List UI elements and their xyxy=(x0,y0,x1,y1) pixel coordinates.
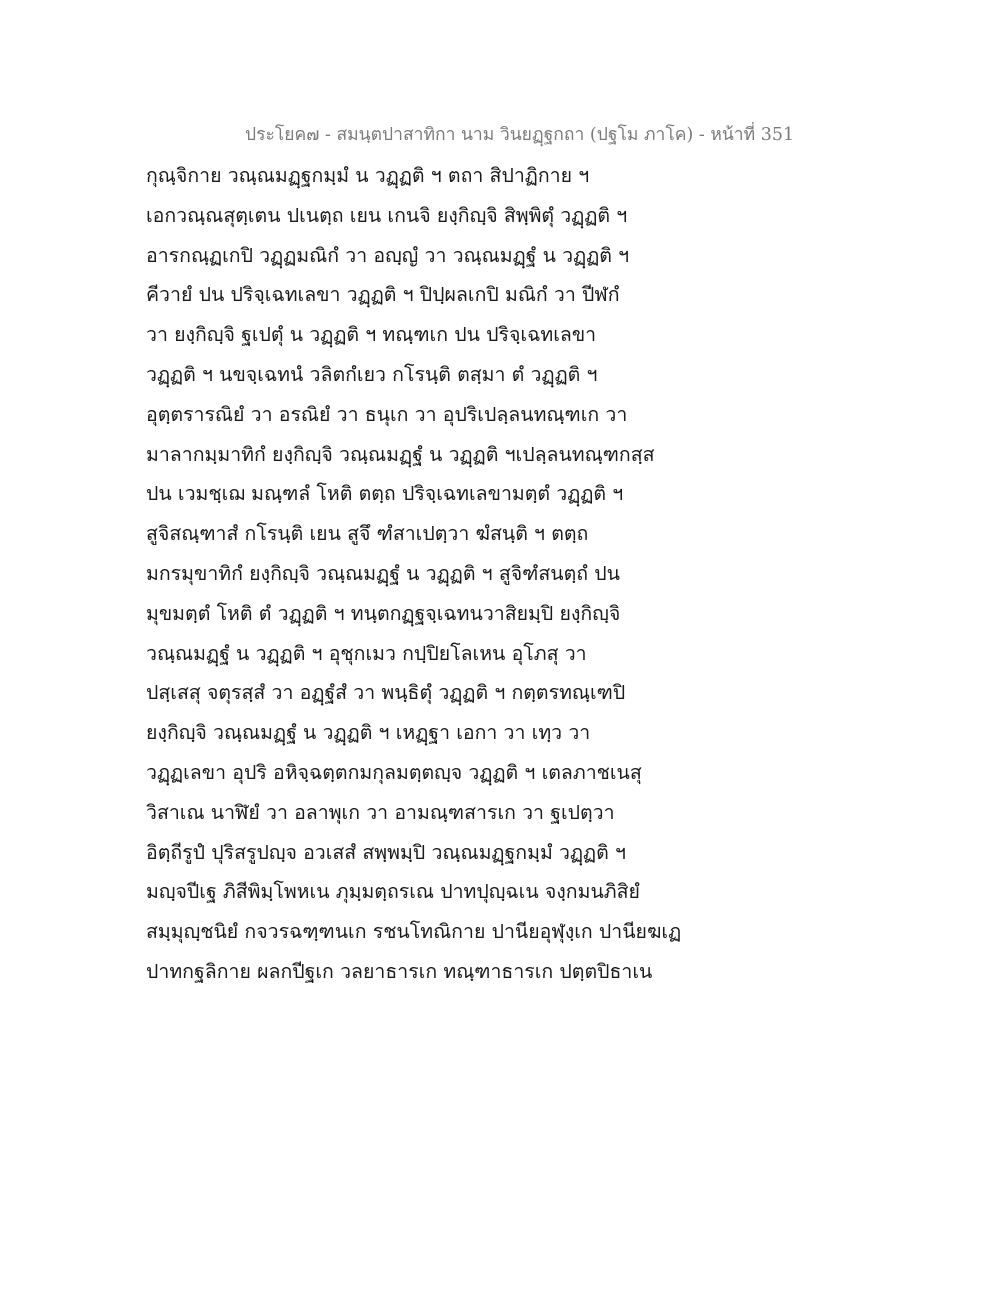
text-line: มาลากมฺมาทิกํ ยงฺกิญฺจิ วณฺณมฏฺฐํ น วฏฺฏติ ฯเปลฺลนทณฺฑกสฺส xyxy=(146,442,655,466)
text-line: ปสฺเสสุ จตุรสฺสํ วา อฏฺฐํสํ วา พนฺธิตุํ วฏฺฏติ ฯ กตฺตรทณฺเฑปิ xyxy=(146,681,626,705)
running-header: ประโยค๗ - สมนฺตปาสาทิกา นาม วินยฏฺฐกถา (ปฐโม ภาโค) - หน้าที่ 351 xyxy=(245,125,795,145)
text-line: วา ยงฺกิญฺจิ ฐเปตุํ น วฏฺฏติ ฯ ทณฺฑเก ปน ปริจฺเฉทเลขา xyxy=(146,323,597,347)
text-line: อิตฺถีรูปํ ปุริสรูปญฺจ อวเสสํ สพฺพมฺปิ วณฺณมฏฺฐกมฺมํ วฏฺฏติ ฯ xyxy=(146,840,626,864)
text-line: ปาทกฐลิกาย ผลกปีฐเก วลยาธารเก ทณฺฑาธารเก ปตฺตปิธาเน xyxy=(146,959,653,983)
body-text xyxy=(146,156,846,992)
text-line: มุขมตฺตํ โหติ ตํ วฏฺฏติ ฯ ทนฺตกฏฺฐจฺเฉทนวาสิยมฺปิ ยงฺกิญฺจิ xyxy=(146,601,621,625)
text-line: มกรมุขาทิกํ ยงฺกิญฺจิ วณฺณมฏฺฐํ น วฏฺฏติ ฯ สูจิฑํสนตฺถํ ปน xyxy=(146,561,620,585)
text-line: ปน เวมชฺเฌ มณฺฑลํ โหติ ตตฺถ ปริจฺเฉทเลขามตฺตํ วฏฺฏติ ฯ xyxy=(146,482,624,506)
text-line: อารกณฺฏเกปิ วฏฺฏมณิกํ วา อญฺญํ วา วณฺณมฏฺฐํ น วฏฺฏติ ฯ xyxy=(146,243,630,267)
text-line: สูจิสณฺฑาสํ กโรนฺติ เยน สูจึ ฑํสาเปตฺวา ฆํสนฺติ ฯ ตตฺถ xyxy=(146,522,589,546)
text-line: วณฺณมฏฺฐํ น วฏฺฏติ ฯ อุชุกเมว กปฺปิยโลเหน อุโภสุ วา xyxy=(146,641,587,665)
text-line: มญฺจปีเฐ ภิสีพิมฺโพหเน ภุมฺมตฺถรเณ ปาทปุญฺฉเน จงฺกมนภิสิยํ xyxy=(146,880,640,904)
text-line: วิสาเณ นาฬิยํ วา อลาพุเก วา อามณฺฑสารเก วา ฐเปตฺวา xyxy=(146,800,615,824)
text-line: คีวายํ ปน ปริจฺเฉทเลขา วฏฺฏติ ฯ ปิปฺผลเกปิ มณิกํ วา ปีฬกํ xyxy=(146,283,620,307)
text-line: วฏฺฏติ ฯ นขจฺเฉทนํ วลิตกํเยว กโรนฺติ ตสฺมา ตํ วฏฺฏติ ฯ xyxy=(146,362,598,386)
text-line: กุณฺจิกาย วณฺณมฏฺฐกมฺมํ น วฏฺฏติ ฯ ตถา สิปาฏิกาย ฯ xyxy=(146,164,590,187)
text-line: สมฺมุญฺชนิยํ กจวรฉฑฺฑนเก รชนโทณิกาย ปานียอุฬุงฺเก ปานียฆเฏ xyxy=(146,920,682,944)
text-line: อุตฺตรารณิยํ วา อรณิยํ วา ธนุเก วา อุปริเปลฺลนทณฺฑเก วา xyxy=(146,402,628,426)
text-line: เอกวณฺณสุตฺเตน ปเนตฺถ เยน เกนจิ ยงฺกิญฺจิ สิพฺพิตุํ วฏฺฏติ ฯ xyxy=(146,203,628,227)
text-line: ยงฺกิญฺจิ วณฺณมฏฺฐํ น วฏฺฏติ ฯ เหฏฺฐา เอกา วา เทฺว วา xyxy=(146,721,591,745)
text-line: วฏฺฏเลขา อุปริ อหิจฺฉตฺตกมกุลมตฺตญฺจ วฏฺฏติ ฯ เตลภาชเนสุ xyxy=(146,760,642,784)
